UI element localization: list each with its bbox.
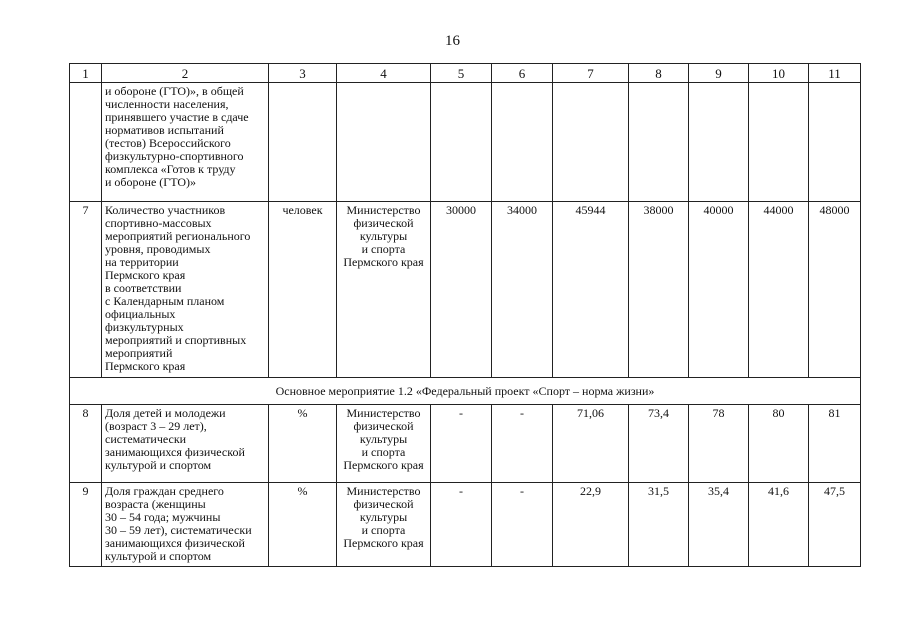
indicator-name: Доля граждан среднего возраста (женщины 30 – 54 года; мужчины 30 – 59 лет), систематически занимающихся физической культурой и спортом bbox=[102, 483, 269, 567]
value-cell bbox=[689, 83, 749, 202]
value-cell: 31,5 bbox=[629, 483, 689, 567]
column-header: 5 bbox=[431, 64, 492, 83]
column-header: 2 bbox=[102, 64, 269, 83]
row-number bbox=[70, 83, 102, 202]
responsible-org: Министерство физической культуры и спорта Пермского края bbox=[337, 483, 431, 567]
value-cell bbox=[809, 83, 861, 202]
value-cell: 22,9 bbox=[553, 483, 629, 567]
value-cell bbox=[553, 83, 629, 202]
column-number-row bbox=[70, 64, 861, 83]
value-cell: 35,4 bbox=[689, 483, 749, 567]
value-cell: 45944 bbox=[553, 202, 629, 378]
value-cell bbox=[749, 83, 809, 202]
unit-cell: человек bbox=[269, 202, 337, 378]
unit-cell bbox=[269, 83, 337, 202]
column-header: 7 bbox=[553, 64, 629, 83]
responsible-org: Министерство физической культуры и спорта Пермского края bbox=[337, 405, 431, 483]
row-number: 9 bbox=[70, 483, 102, 567]
value-cell: 30000 bbox=[431, 202, 492, 378]
unit-cell: % bbox=[269, 405, 337, 483]
column-header: 3 bbox=[269, 64, 337, 83]
value-cell: - bbox=[492, 483, 553, 567]
column-header: 9 bbox=[689, 64, 749, 83]
value-cell bbox=[629, 83, 689, 202]
value-cell: 48000 bbox=[809, 202, 861, 378]
value-cell: 71,06 bbox=[553, 405, 629, 483]
column-header: 6 bbox=[492, 64, 553, 83]
section-row bbox=[70, 378, 861, 405]
indicator-name: Количество участников спортивно-массовых мероприятий регионального уровня, проводимых на территории Пермского края в соответствии с Календарным планом официальных физкультурных мероприятий и спортивных мероприятий Пермского края bbox=[102, 202, 269, 378]
value-cell: 80 bbox=[749, 405, 809, 483]
column-header: 8 bbox=[629, 64, 689, 83]
responsible-org: Министерство физической культуры и спорта Пермского края bbox=[337, 202, 431, 378]
indicators-table bbox=[69, 63, 861, 567]
value-cell: 44000 bbox=[749, 202, 809, 378]
value-cell: 40000 bbox=[689, 202, 749, 378]
column-header: 1 bbox=[70, 64, 102, 83]
value-cell: - bbox=[431, 405, 492, 483]
table-row-8 bbox=[70, 405, 861, 483]
row-number: 7 bbox=[70, 202, 102, 378]
table-row-9 bbox=[70, 483, 861, 567]
column-header: 4 bbox=[337, 64, 431, 83]
value-cell: 47,5 bbox=[809, 483, 861, 567]
column-header: 10 bbox=[749, 64, 809, 83]
value-cell: 81 bbox=[809, 405, 861, 483]
table-row-continuation bbox=[70, 83, 861, 202]
table-row-7 bbox=[70, 202, 861, 378]
value-cell: 73,4 bbox=[629, 405, 689, 483]
indicator-name: Доля детей и молодежи (возраст 3 – 29 лет), систематически занимающихся физической культурой и спортом bbox=[102, 405, 269, 483]
indicator-name: и обороне (ГТО)», в общей численности населения, принявшего участие в сдаче нормативов испытаний (тестов) Всероссийского физкультурно-спортивного комплекса «Готов к труду и обороне (ГТО)» bbox=[102, 83, 269, 202]
value-cell: 41,6 bbox=[749, 483, 809, 567]
responsible-org bbox=[337, 83, 431, 202]
unit-cell: % bbox=[269, 483, 337, 567]
row-number: 8 bbox=[70, 405, 102, 483]
value-cell: 78 bbox=[689, 405, 749, 483]
value-cell: - bbox=[492, 405, 553, 483]
column-header: 11 bbox=[809, 64, 861, 83]
page-number: 16 bbox=[445, 33, 460, 49]
section-title: Основное мероприятие 1.2 «Федеральный проект «Спорт – норма жизни» bbox=[70, 378, 861, 405]
value-cell: 34000 bbox=[492, 202, 553, 378]
value-cell: - bbox=[431, 483, 492, 567]
value-cell: 38000 bbox=[629, 202, 689, 378]
value-cell bbox=[492, 83, 553, 202]
value-cell bbox=[431, 83, 492, 202]
